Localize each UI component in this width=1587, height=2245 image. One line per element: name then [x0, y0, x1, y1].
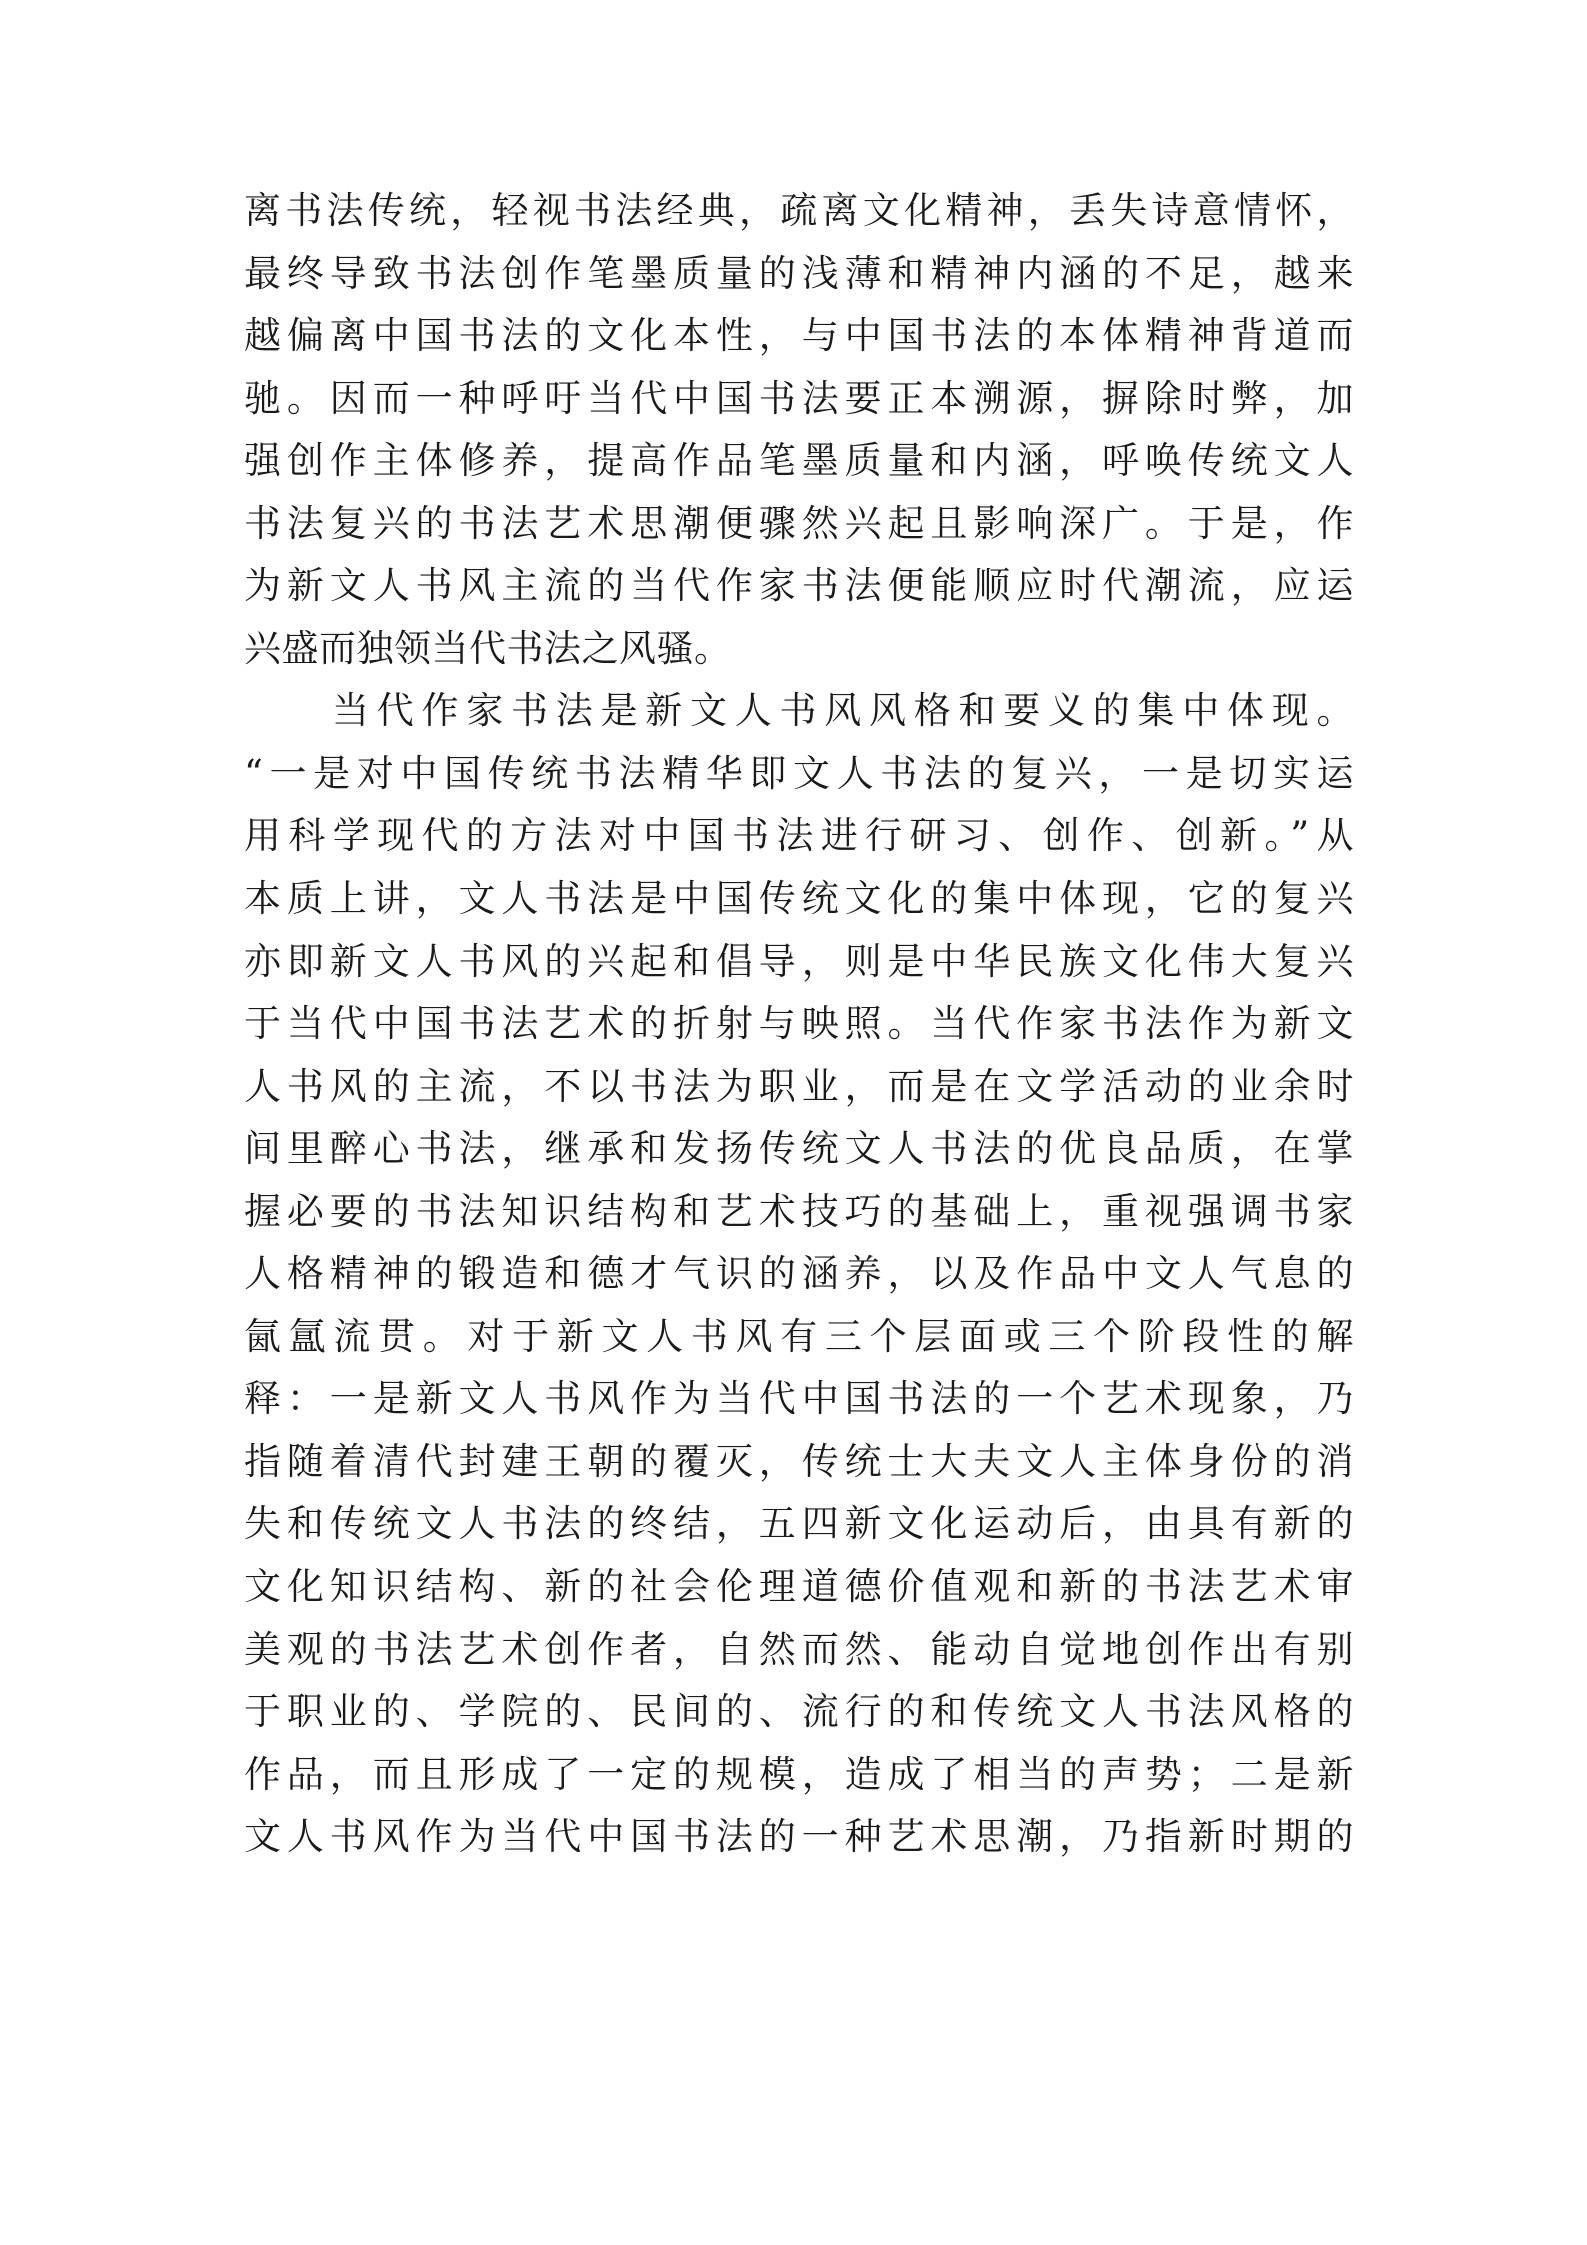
text-line: 亦即新文人书风的兴起和倡导，则是中华民族文化伟大复兴	[244, 939, 1354, 983]
text-line: 释：一是新文人书风作为当代中国书法的一个艺术现象，乃	[244, 1377, 1354, 1421]
text-line: 强创作主体修养，提高作品笔墨质量和内涵，呼唤传统文人	[244, 439, 1354, 483]
text-line: 书法复兴的书法艺术思潮便骤然兴起且影响深广。于是，作	[244, 501, 1354, 545]
body-text	[244, 180, 1354, 1869]
text-line: 兴盛而独领当代书法之风骚。	[244, 626, 732, 670]
text-line: 本质上讲，文人书法是中国传统文化的集中体现，它的复兴	[244, 877, 1354, 921]
text-line: 离书法传统，轻视书法经典，疏离文化精神，丢失诗意情怀，	[244, 189, 1354, 232]
text-line: 用科学现代的方法对中国书法进行研习、创作、创新。”从	[244, 814, 1354, 858]
text-line: 失和传统文人书法的终结，五四新文化运动后，由具有新的	[244, 1502, 1354, 1546]
text-line: 驰。因而一种呼吁当代中国书法要正本溯源，摒除时弊，加	[244, 376, 1354, 420]
text-line: 氤氲流贯。对于新文人书风有三个层面或三个阶段性的解	[244, 1314, 1354, 1358]
text-line: 作品，而且形成了一定的规模，造成了相当的声势；二是新	[244, 1752, 1354, 1796]
text-line: 美观的书法艺术创作者，自然而然、能动自觉地创作出有别	[244, 1627, 1354, 1671]
text-line: 于职业的、学院的、民间的、流行的和传统文人书法风格的	[244, 1690, 1354, 1734]
text-line: 间里醉心书法，继承和发扬传统文人书法的优良品质，在掌	[244, 1127, 1354, 1171]
text-line: 人格精神的锻造和德才气识的涵养，以及作品中文人气息的	[244, 1252, 1354, 1296]
text-line: 文化知识结构、新的社会伦理道德价值观和新的书法艺术审	[244, 1565, 1354, 1609]
text-line: 为新文人书风主流的当代作家书法便能顺应时代潮流，应运	[244, 564, 1354, 608]
text-line: 越偏离中国书法的文化本性，与中国书法的本体精神背道而	[244, 314, 1354, 358]
text-line: 指随着清代封建王朝的覆灭，传统士大夫文人主体身份的消	[244, 1439, 1354, 1483]
text-line: 于当代中国书法艺术的折射与映照。当代作家书法作为新文	[244, 1002, 1354, 1046]
text-line: 握必要的书法知识结构和艺术技巧的基础上，重视强调书家	[244, 1189, 1354, 1233]
paragraph-start-line: 当代作家书法是新文人书风风格和要义的集中体现。	[332, 689, 1354, 733]
text-line: 人书风的主流，不以书法为职业，而是在文学活动的业余时	[244, 1064, 1354, 1108]
text-line: 最终导致书法创作笔墨质量的浅薄和精神内涵的不足，越来	[244, 251, 1354, 295]
text-line: “一是对中国传统书法精华即文人书法的复兴，一是切实运	[244, 751, 1354, 795]
text-line: 文人书风作为当代中国书法的一种艺术思潮，乃指新时期的	[244, 1815, 1354, 1859]
